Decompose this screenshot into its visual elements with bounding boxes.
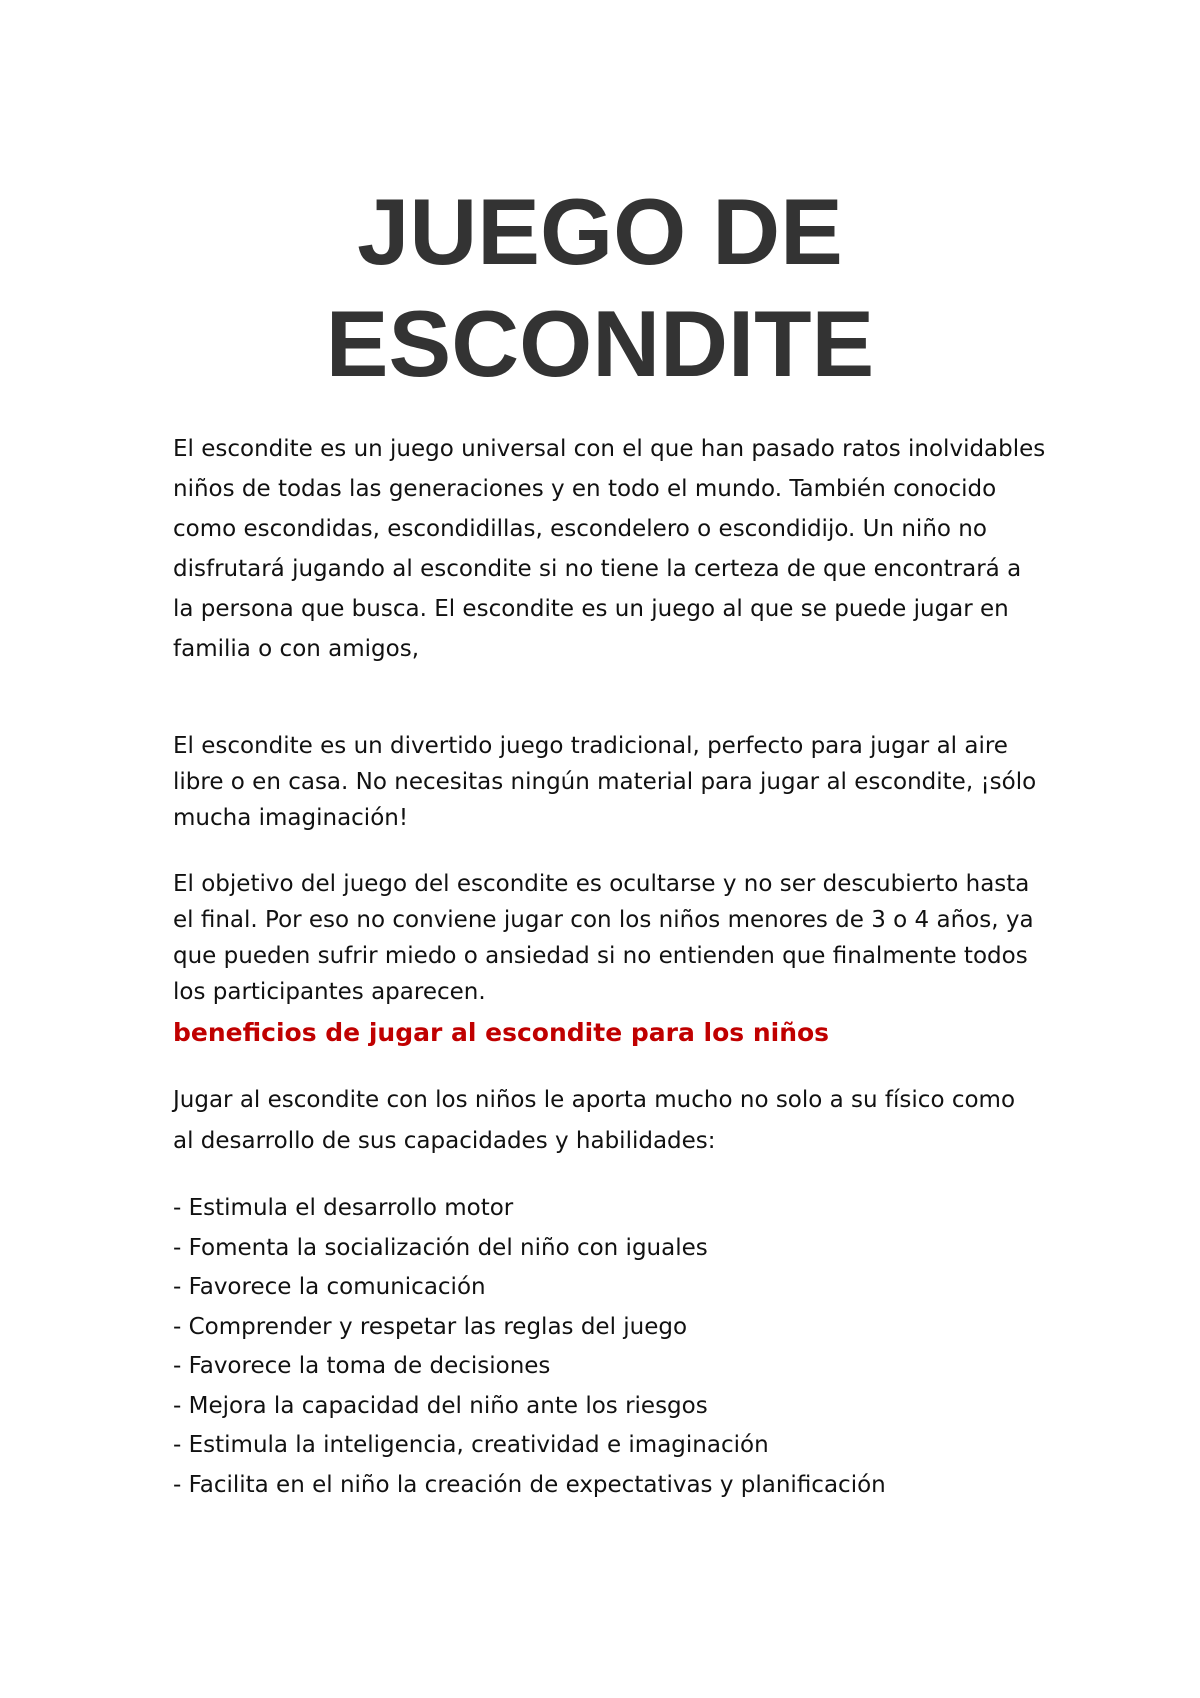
paragraph-line: la persona que busca. El escondite es un juego al que se puede jugar en bbox=[173, 596, 1009, 622]
document-title-line-2: ESCONDITE bbox=[325, 291, 875, 396]
paragraph-line: mucha imaginación! bbox=[173, 805, 409, 831]
paragraph-line: niños de todas las generaciones y en todo el mundo. También conocido bbox=[173, 476, 997, 502]
list-item: - Comprender y respetar las reglas del juego bbox=[173, 1313, 688, 1340]
paragraph-line: libre o en casa. No necesitas ningún material para jugar al escondite, ¡sólo bbox=[173, 769, 1037, 795]
paragraph-line: Jugar al escondite con los niños le aporta mucho no solo a su físico como bbox=[173, 1087, 1016, 1113]
objective-paragraph bbox=[173, 866, 1053, 1010]
list-item: - Fomenta la socialización del niño con iguales bbox=[173, 1234, 708, 1261]
list-item: - Favorece la toma de decisiones bbox=[173, 1353, 551, 1379]
benefits-list bbox=[173, 1189, 1053, 1505]
paragraph-line: como escondidas, escondidillas, escondelero o escondidijo. Un niño no bbox=[173, 516, 987, 542]
paragraph-line: al desarrollo de sus capacidades y habilidades: bbox=[173, 1128, 716, 1154]
paragraph-line: familia o con amigos, bbox=[173, 636, 420, 662]
list-item: - Facilita en el niño la creación de expectativas y planificación bbox=[173, 1471, 886, 1498]
paragraph-line: los participantes aparecen. bbox=[173, 979, 486, 1005]
list-item: - Mejora la capacidad del niño ante los riesgos bbox=[173, 1392, 708, 1419]
intro-paragraph bbox=[173, 429, 1053, 669]
document-title-line-1: JUEGO DE bbox=[357, 179, 843, 284]
list-item: - Estimula la inteligencia, creatividad e imaginación bbox=[173, 1432, 769, 1458]
paragraph-line: El escondite es un juego universal con el que han pasado ratos inolvidables bbox=[173, 436, 1046, 462]
paragraph-line: que pueden sufrir miedo o ansiedad si no entienden que finalmente todos bbox=[173, 943, 1028, 969]
list-item: - Estimula el desarrollo motor bbox=[173, 1195, 514, 1221]
list-item: - Favorece la comunicación bbox=[173, 1274, 486, 1300]
paragraph-line: disfrutará jugando al escondite si no tiene la certeza de que encontrará a bbox=[173, 556, 1022, 582]
paragraph-line: El escondite es un divertido juego tradicional, perfecto para jugar al aire bbox=[173, 733, 1008, 759]
paragraph-line: el final. Por eso no conviene jugar con los niños menores de 3 o 4 años, ya bbox=[173, 907, 1034, 933]
benefits-heading: beneficios de jugar al escondite para los niños bbox=[173, 1018, 830, 1047]
paragraph-line: El objetivo del juego del escondite es ocultarse y no ser descubierto hasta bbox=[173, 871, 1030, 897]
tradition-paragraph bbox=[173, 728, 1053, 836]
benefits-intro-paragraph bbox=[173, 1080, 1053, 1162]
